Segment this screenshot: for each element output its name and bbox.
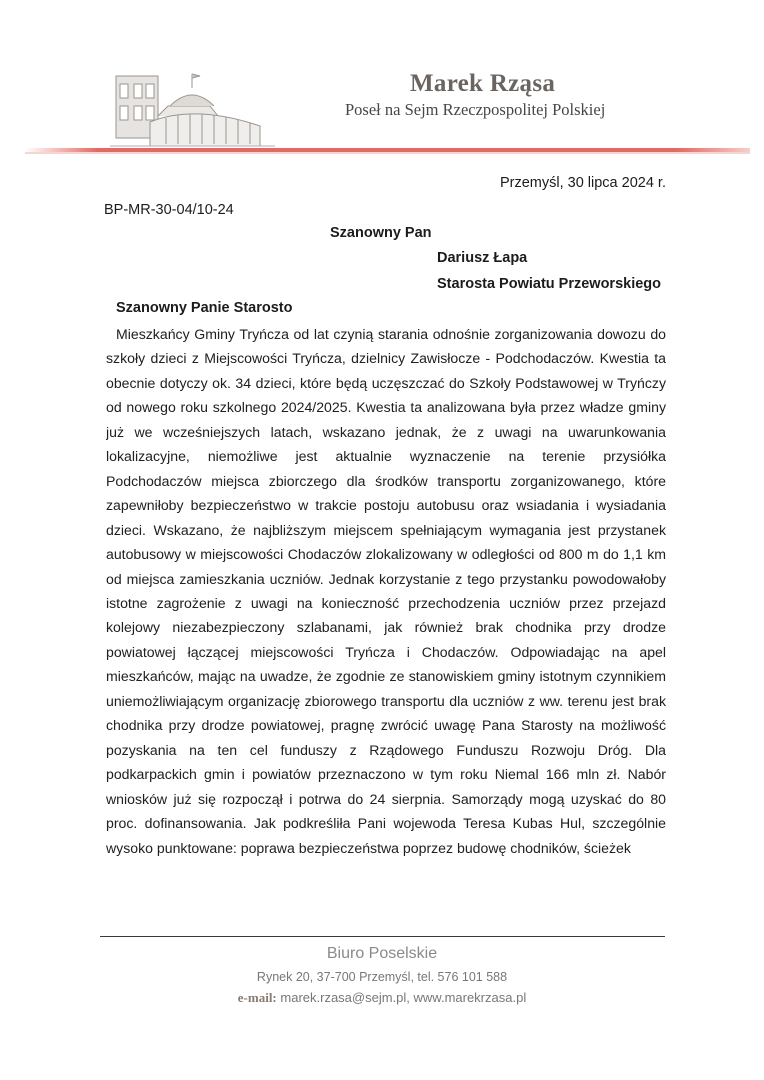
recipient-name: Dariusz Łapa xyxy=(437,250,528,266)
sejm-building-icon xyxy=(110,66,275,158)
header-divider xyxy=(25,146,750,155)
reference-number: BP-MR-30-04/10-24 xyxy=(104,202,234,218)
office-name: Biuro Poselskie xyxy=(326,945,438,962)
recipient-title: Starosta Powiatu Przeworskiego xyxy=(437,276,662,292)
letter-date: Przemyśl, 30 lipca 2024 r. xyxy=(499,175,666,191)
mp-title: Poseł na Sejm Rzeczpospolitej Polskiej xyxy=(345,100,606,119)
letter-body xyxy=(106,322,666,934)
office-contact xyxy=(0,990,764,1006)
contact-links[interactable]: marek.rzasa@sejm.pl, www.marekrzasa.pl xyxy=(280,990,527,1005)
email-label: e-mail: xyxy=(237,990,277,1005)
office-address: Rynek 20, 37-700 Przemyśl, tel. 576 101 588 xyxy=(256,970,508,984)
mp-name: Marek Rząsa xyxy=(410,70,556,97)
recipient-greeting: Szanowny Pan xyxy=(330,225,432,241)
footer-divider xyxy=(100,936,665,937)
salutation: Szanowny Panie Starosto xyxy=(116,300,293,316)
body-paragraph: Mieszkańcy Gminy Tryńcza od lat czynią starania odnośnie zorganizowania dowozu do szkoły dzieci z Miejscowości Tryńcza, dzielnicy Zawisłocze - Podchodaczów. Kwestia ta obecnie dotyczy ok. 34 dzieci, które będą uczęszczać do Szkoły Podstawowej w Tryńczy od nowego roku szkolnego 2024/2025. Kwestia ta analizowana była przez władze gminy już we wcześniejszych latach, wskazano jednak, że z uwagi na uwarunkowania lokalizacyjne, niemożliwe jest aktualnie wyznaczenie na terenie przysiółka Podchodaczów miejsca zbiorczego dla środków transportu zorganizowanego, które zapewniłoby bezpieczeństwo w trakcie postoju autobusu oraz wsiadania i wysiadania dzieci. Wskazano, że najbliższym miejscem spełniającym wymagania jest przystanek autobusowy w miejscowości Chodaczów zlokalizowany w odległości od 800 m do 1,1 km od miejsca zamieszkania uczniów. Jednak korzystanie z tego przystanku powodowałoby istotne zagrożenie z uwagi na konieczność przechodzenia uczniów przez przejazd kolejowy niezabezpieczony szlabanami, jak również brak chodnika przy drodze powiatowej łączącej miejscowości Tryńcza i Chodaczów. Odpowiadając na apel mieszkańców, mając na uwadze, że zgodnie ze stanowiskiem gminy istotnym czynnikiem uniemożliwiającym organizację zbiorowego transportu dla uczniów z ww. terenu jest brak chodnika przy drodze powiatowej, pragnę zwrócić uwagę Pana Starosty na możliwość pozyskania na ten cel funduszy z Rządowego Funduszu Rozwoju Dróg. Dla podkarpackich gmin i powiatów przeznaczono w tym roku Niemal 166 mln zł. Nabór wniosków już się rozpoczął i potrwa do 24 sierpnia. Samorządy mogą uzyskać do 80 proc. dofinansowania. Jak podkreśliła Pani wojewoda Teresa Kubas Hul, szczególnie wysoko punktowane: poprawa bezpieczeństwa poprzez budowę chodników, ścieżek xyxy=(106,326,666,856)
